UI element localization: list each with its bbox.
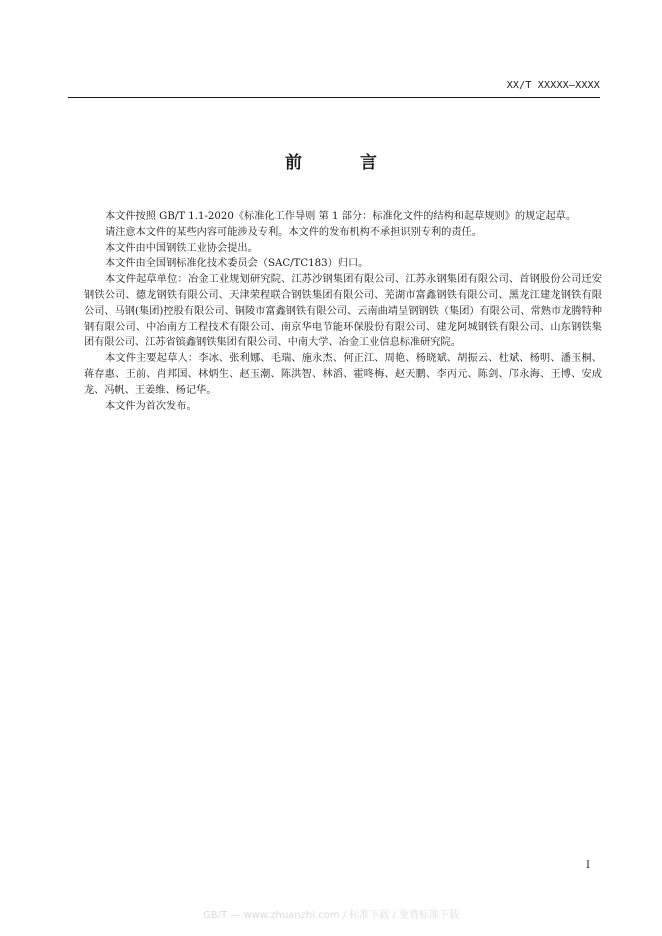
- footer-watermark: GB/T — www.zhuanzhi.com / 标准下载 / 免费标准下载: [203, 910, 459, 921]
- page-title: 前 言: [285, 153, 403, 173]
- document-code: XX/T XXXXX—XXXX: [506, 80, 600, 91]
- paragraph-proposer: 本文件由中国钢铁工业协会提出。: [105, 242, 258, 254]
- header-divider: [68, 97, 600, 98]
- paragraph-committee: 本文件由全国钢标准化技术委员会（SAC/TC183）归口。: [105, 258, 369, 270]
- paragraph-first-release: 本文件为首次发布。: [105, 400, 197, 412]
- page-number: I: [586, 860, 590, 871]
- paragraph-drafting-rules: 本文件按照 GB/T 1.1-2020《标准化工作导则 第 1 部分：标准化文件的结构和起草规则》的规定起草。: [105, 211, 577, 222]
- foreword-body: [84, 209, 602, 414]
- paragraph-drafting-units: 本文件起草单位：冶金工业规划研究院、江苏沙钢集团有限公司、江苏永钢集团有限公司、首钢股份公司迁安钢铁公司、德龙钢铁有限公司、天津荣程联合钢铁集团有限公司、芜湖市富鑫钢铁有限公司、黑龙江建龙钢铁有限公司、马钢(集团)控股有限公司、铜陵市富鑫钢铁有限公司、云南曲靖呈钢钢铁（集团）有限公司、常熟市龙腾特种钢有限公司、中冶南方工程技术有限公司、南京华电节能环保股份有限公司、建龙阿城钢铁有限公司、山东钢铁集团有限公司、江苏省镔鑫钢铁集团有限公司、中南大学、冶金工业信息标准研究院。: [84, 274, 602, 349]
- paragraph-patent-notice: 请注意本文件的某些内容可能涉及专利。本文件的发布机构不承担识别专利的责任。: [105, 226, 482, 238]
- paragraph-drafters: 本文件主要起草人：李冰、张利娜、毛瑞、施永杰、何正江、周艳、杨晓斌、胡振云、杜斌、杨明、潘玉桐、蒋存惠、王前、肖邦国、林炳生、赵玉潮、陈洪智、林滔、霍咚梅、赵天鹏、李丙元、陈剑、邝永海、王博、安成龙、冯帆、王姜维、杨记华。: [84, 353, 602, 396]
